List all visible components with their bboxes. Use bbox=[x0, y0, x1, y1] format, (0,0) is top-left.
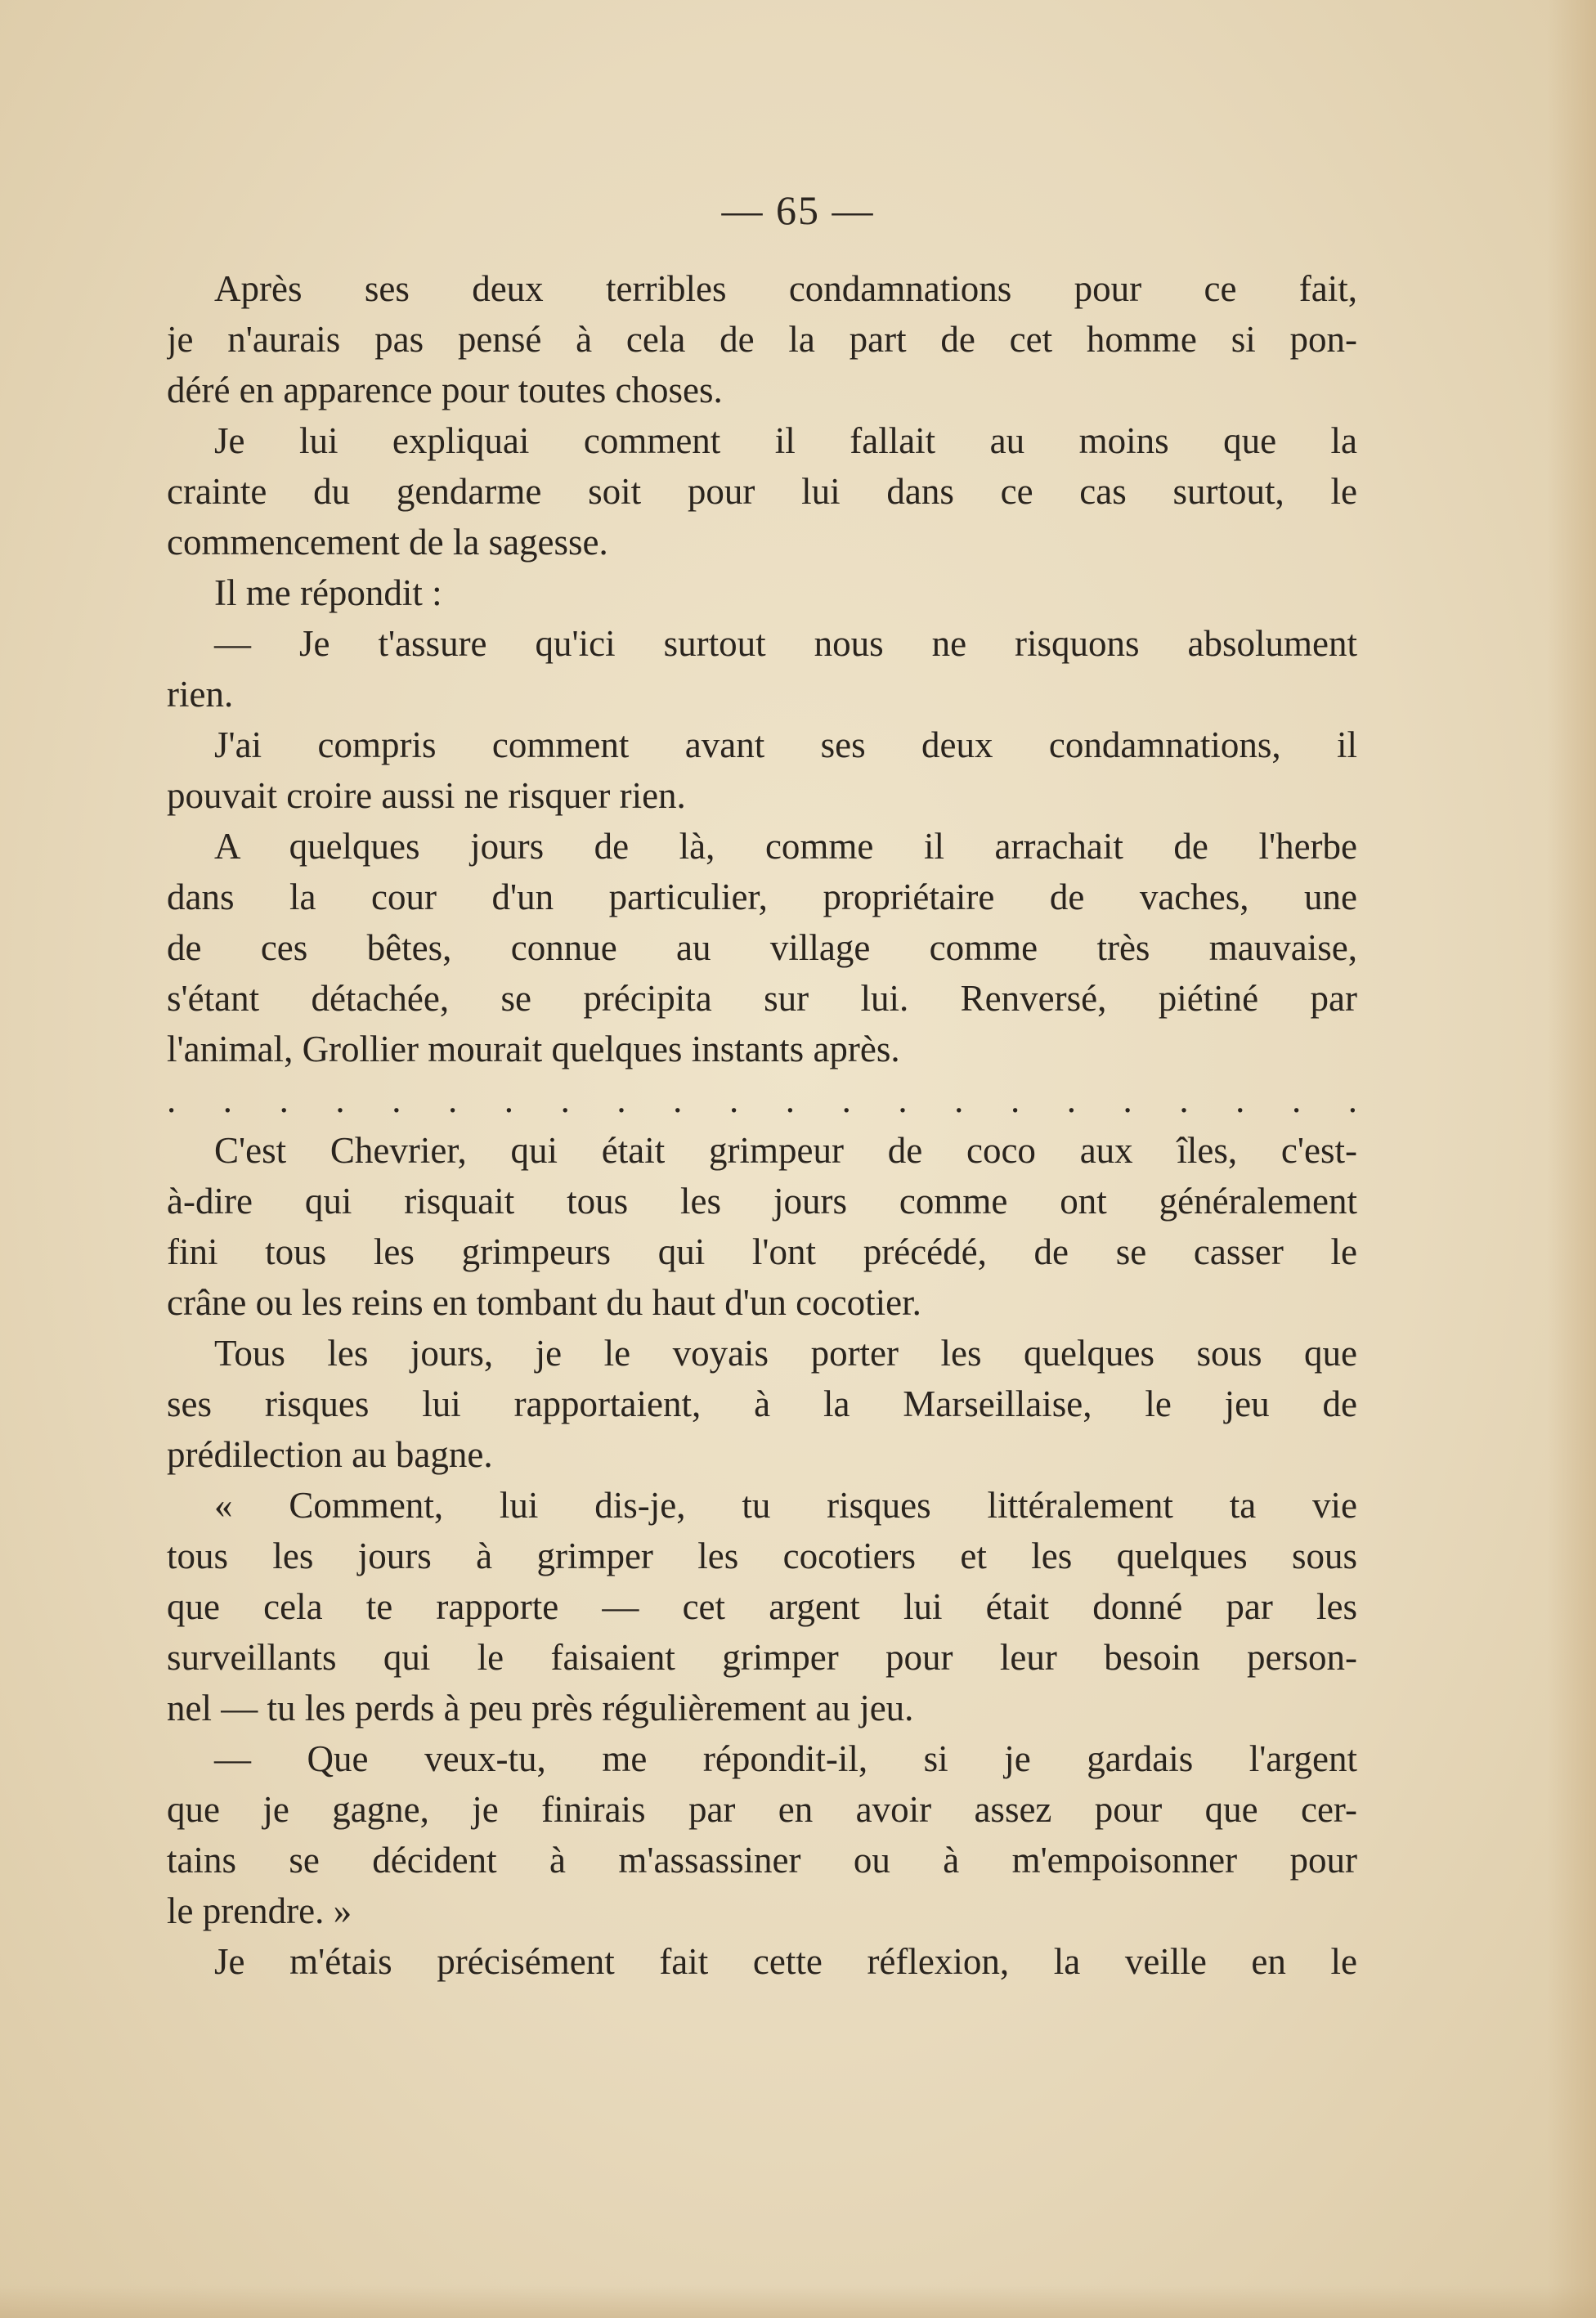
text-line: commencement de la sagesse. bbox=[167, 522, 608, 563]
text-line: Après ses deux terribles condamnations pour ce fait, bbox=[214, 268, 1357, 309]
text-line: je n'aurais pas pensé à cela de la part de cet homme si pon- bbox=[167, 319, 1357, 360]
text-line: que je gagne, je finirais par en avoir assez pour que cer- bbox=[167, 1789, 1357, 1830]
text-line: tains se décident à m'assassiner ou à m'empoisonner pour bbox=[167, 1840, 1357, 1881]
text-line: A quelques jours de là, comme il arrachait de l'herbe bbox=[214, 826, 1357, 867]
text-line: fini tous les grimpeurs qui l'ont précédé, de se casser le bbox=[167, 1231, 1357, 1272]
text-line: l'animal, Grollier mourait quelques instants après. bbox=[167, 1029, 900, 1069]
text-line: tous les jours à grimper les cocotiers et les quelques sous bbox=[167, 1536, 1357, 1576]
text-line: Je lui expliquai comment il fallait au moins que la bbox=[214, 420, 1357, 461]
text-line: rien. bbox=[167, 674, 234, 715]
text-line: « Comment, lui dis-je, tu risques littéralement ta vie bbox=[214, 1485, 1357, 1526]
text-line: C'est Chevrier, qui était grimpeur de coco aux îles, c'est- bbox=[214, 1130, 1357, 1171]
text-line: pouvait croire aussi ne risquer rien. bbox=[167, 775, 686, 816]
text-line: de ces bêtes, connue au village comme très mauvaise, bbox=[167, 927, 1357, 968]
page-edge-shadow bbox=[1547, 0, 1596, 2318]
section-break-dots: . . . . . . . . . . . . . . . . . . . . . . bbox=[167, 1079, 1357, 1120]
text-line: surveillants qui le faisaient grimper pour leur besoin person- bbox=[167, 1637, 1357, 1678]
text-line: Il me répondit : bbox=[214, 572, 442, 613]
text-line: s'étant détachée, se précipita sur lui. Renversé, piétiné par bbox=[167, 978, 1357, 1019]
text-line: que cela te rapporte — cet argent lui était donné par les bbox=[167, 1586, 1357, 1627]
text-line: ses risques lui rapportaient, à la Marseillaise, le jeu de bbox=[167, 1383, 1357, 1424]
text-line: — Que veux-tu, me répondit-il, si je gardais l'argent bbox=[214, 1738, 1357, 1779]
text-line: — Je t'assure qu'ici surtout nous ne risquons absolument bbox=[214, 623, 1357, 664]
page-bottom-shadow bbox=[0, 2285, 1596, 2318]
text-line: déré en apparence pour toutes choses. bbox=[167, 370, 723, 410]
text-line: Tous les jours, je le voyais porter les quelques sous que bbox=[214, 1333, 1357, 1374]
text-line: nel — tu les perds à peu près régulièrement au jeu. bbox=[167, 1688, 914, 1728]
text-line: le prendre. » bbox=[167, 1890, 352, 1931]
body-text bbox=[167, 263, 1357, 1987]
text-line: crainte du gendarme soit pour lui dans ce cas surtout, le bbox=[167, 471, 1357, 512]
text-line: Je m'étais précisément fait cette réflexion, la veille en le bbox=[214, 1941, 1357, 1982]
text-line: à-dire qui risquait tous les jours comme ont généralement bbox=[167, 1181, 1357, 1222]
text-line: J'ai compris comment avant ses deux condamnations, il bbox=[214, 724, 1357, 765]
text-line: prédilection au bagne. bbox=[167, 1434, 493, 1475]
text-line: crâne ou les reins en tombant du haut d'un cocotier. bbox=[167, 1282, 921, 1323]
page-number: — 65 — bbox=[721, 187, 875, 233]
text-line: dans la cour d'un particulier, propriétaire de vaches, une bbox=[167, 877, 1357, 917]
